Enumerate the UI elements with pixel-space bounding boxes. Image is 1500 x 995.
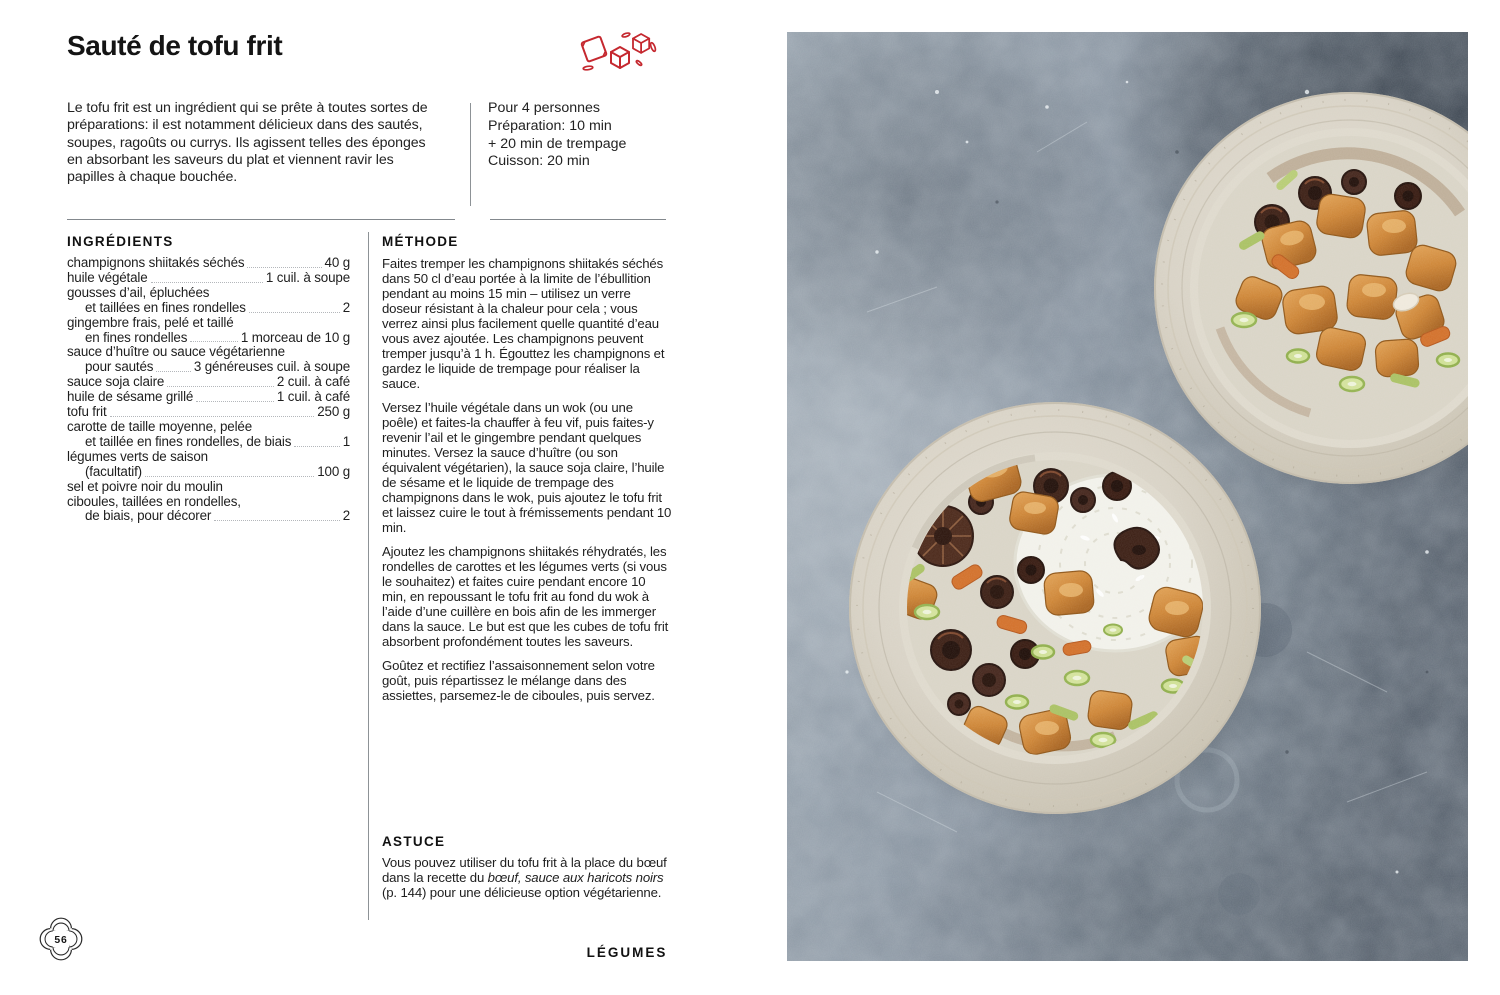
- ingredient-leader: [167, 386, 274, 387]
- ingredient-quantity: 2: [342, 299, 350, 315]
- ingredient-leader: [190, 341, 238, 342]
- ingredient-quantity: 250 g: [317, 404, 350, 420]
- ingredient-row: [67, 316, 350, 331]
- ingredient-row: [67, 375, 350, 390]
- ingredient-row: [67, 435, 350, 450]
- ingredient-quantity: 1 cuil. à café: [276, 389, 350, 405]
- ingredient-leader: [247, 267, 321, 268]
- recipe-title: Sauté de tofu frit: [67, 30, 283, 61]
- ingredient-name: tofu frit: [67, 404, 107, 420]
- ingredient-quantity: 2 cuil. à café: [276, 374, 350, 390]
- ingredient-name: (facultatif): [85, 463, 142, 479]
- ingredient-row: [67, 405, 350, 420]
- ingredient-row: [67, 271, 350, 286]
- ingredient-name: champignons shiitakés séchés: [67, 255, 245, 270]
- ingredient-quantity: 1 cuil. à soupe: [265, 269, 350, 285]
- serving-line: Cuisson: 20 min: [488, 153, 590, 170]
- ingredient-row: [67, 345, 350, 360]
- method-paragraph: Faites tremper les champignons shiitakés séchés dans 50 cl d’eau portée à la limite de l’ébullition pendant au moins 15 min – utilisez un verre doseur résistant à la chaleur pour cela ; vous verrez ainsi plus facilement quelle quantité d’eau vous avez ajoutée. Les champignons peuvent tremper jusqu’à 1 h. Égouttez les champignons et gardez le liquide de trempage pour réaliser la sauce.: [382, 256, 665, 391]
- ingredient-row: [67, 420, 350, 435]
- ingredient-name: de biais, pour décorer: [85, 508, 212, 524]
- ingredient-name: et taillée en fines rondelles, de biais: [85, 433, 292, 449]
- ingredient-name: huile de sésame grillé: [67, 389, 194, 405]
- tofu-cubes-icon: [580, 30, 658, 78]
- ingredient-leader: [249, 312, 340, 313]
- ingredient-leader: [214, 520, 339, 521]
- ingredient-name: gousses d’ail, épluchées: [67, 284, 210, 300]
- ingredient-row: [67, 286, 350, 301]
- method-heading: MÉTHODE: [382, 234, 459, 249]
- ingredient-name: en fines rondelles: [85, 329, 188, 345]
- ingredient-row: [67, 301, 350, 316]
- ingredient-row: [67, 465, 350, 480]
- tip-heading: ASTUCE: [382, 834, 446, 849]
- quatrefoil-page-badge: [35, 913, 87, 965]
- ingredient-name: huile végétale: [67, 269, 148, 285]
- tip-text-italic: bœuf, sauce aux haricots noirs: [487, 870, 664, 885]
- ingredient-row: [67, 450, 350, 465]
- ingredient-quantity: 2: [342, 508, 350, 524]
- ingredient-row: [67, 495, 350, 510]
- method-paragraph: Versez l’huile végétale dans un wok (ou une poêle) et faites-la chauffer à feu vif, puis faites-y revenir l’ail et le gingembre pendant quelques minutes. Versez la sauce d’huître (ou son équivalent végétarien), la sauce soja claire, l’huile de sésame et le liquide de trempage des champignons dans le wok, puis ajoutez le tofu frit et laissez cuire le tout à frémissements pendant 10 min.: [382, 400, 672, 535]
- ingredient-leader: [294, 446, 339, 447]
- page-number: 56: [54, 934, 68, 946]
- ingredient-leader: [196, 401, 274, 402]
- ingredient-row: [67, 360, 350, 375]
- ingredients-heading: INGRÉDIENTS: [67, 234, 174, 249]
- recipe-photo: [787, 32, 1468, 961]
- method-paragraph: Goûtez et rectifiez l’assaisonnement selon votre goût, puis répartissez le mélange dans des assiettes, parsemez-le de ciboules, puis servez.: [382, 658, 655, 703]
- tip-text-post: (p. 144) pour une délicieuse option végétarienne.: [382, 885, 662, 900]
- ingredient-name: sauce soja claire: [67, 374, 165, 390]
- ingredient-name: sel et poivre noir du moulin: [67, 478, 223, 494]
- ingredient-quantity: 100 g: [317, 463, 350, 479]
- ingredient-row: [67, 390, 350, 405]
- ingredient-name: ciboules, taillées en rondelles,: [67, 493, 241, 509]
- serving-info: [488, 100, 678, 171]
- ingredient-leader: [145, 476, 314, 477]
- ingredient-name: carotte de taille moyenne, pelée: [67, 418, 253, 434]
- ingredient-name: pour sautés: [85, 359, 154, 375]
- footer-section-label: LÉGUMES: [586, 945, 668, 960]
- ingredient-row: [67, 331, 350, 346]
- ingredient-quantity: 1: [342, 433, 350, 449]
- ingredient-quantity: 3 généreuses cuil. à soupe: [193, 359, 350, 375]
- serving-rule: [490, 219, 666, 220]
- ingredient-leader: [151, 282, 263, 283]
- tip-text: [382, 855, 678, 900]
- ingredient-leader: [110, 416, 315, 417]
- ingredient-name: et taillées en fines rondelles: [85, 299, 246, 315]
- ingredient-quantity: 1 morceau de 10 g: [240, 329, 350, 345]
- ingredient-name: sauce d’huître ou sauce végétarienne: [67, 344, 285, 360]
- ingredient-row: [67, 480, 350, 495]
- ingredient-quantity: 40 g: [324, 255, 350, 270]
- serving-line: Préparation: 10 min: [488, 117, 612, 134]
- method-paragraph: Ajoutez les champignons shiitakés réhydratés, les rondelles de carottes et les légumes verts (si vous le souhaitez) et faites cuire pendant encore 10 min, en repoussant le tofu frit au fond du wok à l’aide d’une cuillère en bois afin de les immerger dans la sauce. Le but est que les cubes de tofu frit absorbent profondément toutes les saveurs.: [382, 544, 669, 649]
- ingredient-row: [67, 509, 350, 524]
- serving-line: Pour 4 personnes: [488, 100, 600, 116]
- tip-text-pre: Vous pouvez utiliser du tofu frit à la place du bœuf dans la recette du: [382, 855, 667, 885]
- serving-divider: [470, 103, 471, 206]
- serving-line: + 20 min de trempage: [488, 135, 627, 152]
- ingredients-list: [67, 256, 350, 524]
- method-paragraphs: [382, 256, 672, 712]
- ingredient-name: légumes verts de saison: [67, 448, 208, 464]
- ingredient-name: gingembre frais, pelé et taillé: [67, 314, 234, 330]
- ingredient-leader: [156, 371, 191, 372]
- column-divider: [368, 232, 369, 920]
- ingredient-row: [67, 256, 350, 271]
- intro-rule: [67, 219, 455, 220]
- recipe-intro: Le tofu frit est un ingrédient qui se prête à toutes sortes de préparations: il est notamment délicieux dans des sautés, soupes, ragoûts ou currys. Ils agissent telles des éponges en absorbant les saveurs du plat et viennent ravir les papilles à chaque bouchée.: [67, 100, 428, 186]
